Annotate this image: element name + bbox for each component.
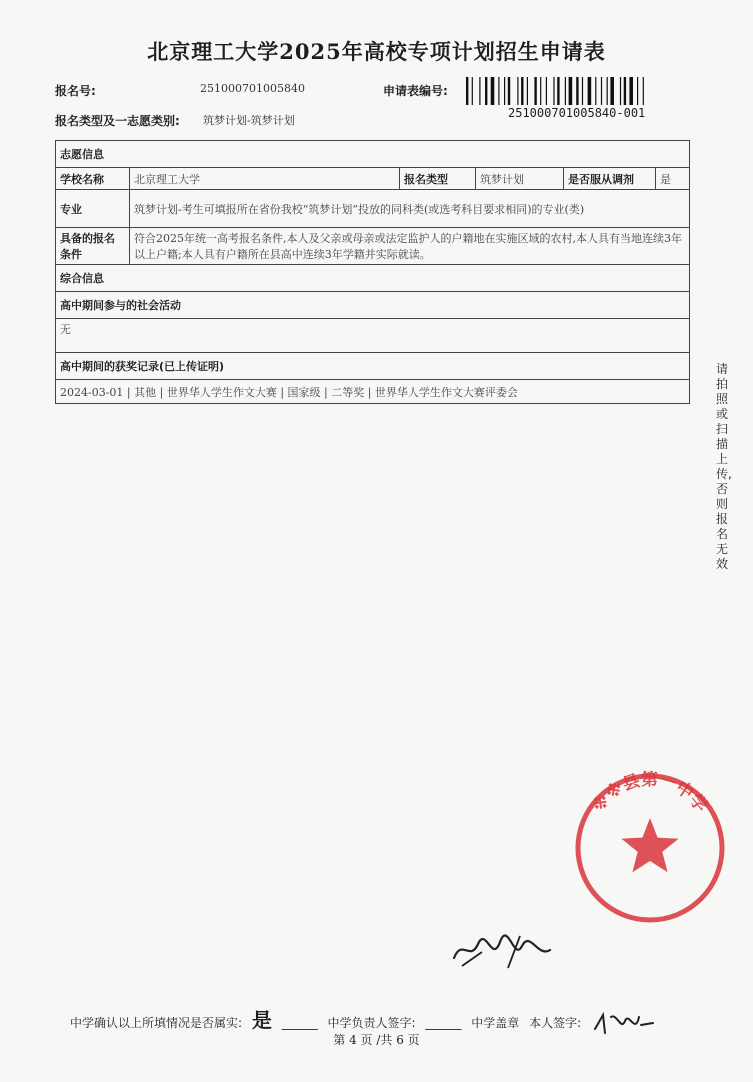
type-value: 筑梦计划-筑梦计划 [203, 114, 295, 127]
page-title: 北京理工大学2025年高校专项计划招生申请表 [147, 39, 606, 64]
wish-type-value: 筑梦计划 [476, 168, 564, 190]
svg-text:※※县第一中学: ※※县第一中学 [588, 770, 712, 817]
major-label: 专业 [56, 190, 130, 228]
adjust-label: 是否服从调剂 [564, 168, 656, 190]
app-no-label: 申请表编号: [383, 84, 448, 98]
major-value: 筑梦计划-考生可填报所在省份我校“筑梦计划”投放的同科类(或选考科目要求相同)的专业(类) [130, 190, 690, 228]
reg-no-value: 251000701005840 [200, 82, 305, 95]
condition-value: 符合2025年统一高考报名条件,本人及父亲或母亲或法定监护人的户籍地在实施区域的农村,本人具有当地连续3年以上户籍;本人具有户籍所在县高中连续3年学籍并实际就读。 [130, 228, 690, 265]
principal-signature [448, 928, 556, 972]
principal-label: 中学负责人签字: [327, 1016, 416, 1030]
self-sign-label: 本人签字: [529, 1016, 582, 1030]
school-label: 学校名称 [56, 168, 130, 190]
section-awards: 高中期间的获奖记录(已上传证明) [56, 353, 690, 380]
reg-no-label: 报名号: [55, 84, 96, 98]
page-number: 第 4 页 /共 6 页 [333, 1033, 420, 1047]
type-label: 报名类型及一志愿类别: [55, 114, 180, 128]
wish-type-label: 报名类型 [400, 168, 476, 190]
section-activities: 高中期间参与的社会活动 [56, 292, 690, 319]
app-no-value: 251000701005840-001 [508, 106, 646, 120]
awards-value: 2024-03-01 | 其他 | 世界华人学生作文大赛 | 国家级 | 二等奖 | 世界华人学生作文大赛评委会 [56, 380, 690, 404]
school-seal-stamp [572, 770, 728, 926]
barcode [466, 77, 688, 105]
condition-label: 具备的报名条件 [56, 228, 130, 265]
side-note: 请拍照或扫描上传,否则报名无效 [716, 362, 732, 571]
seal-label: 中学盖章 [471, 1016, 520, 1030]
section-wish: 志愿信息 [56, 141, 690, 168]
activities-value: 无 [56, 319, 690, 353]
application-table [55, 140, 690, 404]
principal-blank: ______ [425, 1016, 462, 1030]
confirm-label: 中学确认以上所填情况是否属实: [70, 1016, 243, 1030]
confirm-handwritten: 是 [251, 1008, 272, 1032]
section-general: 综合信息 [56, 265, 690, 292]
adjust-value: 是 [656, 168, 690, 190]
confirm-blank: ______ [281, 1016, 318, 1030]
school-value: 北京理工大学 [130, 168, 400, 190]
